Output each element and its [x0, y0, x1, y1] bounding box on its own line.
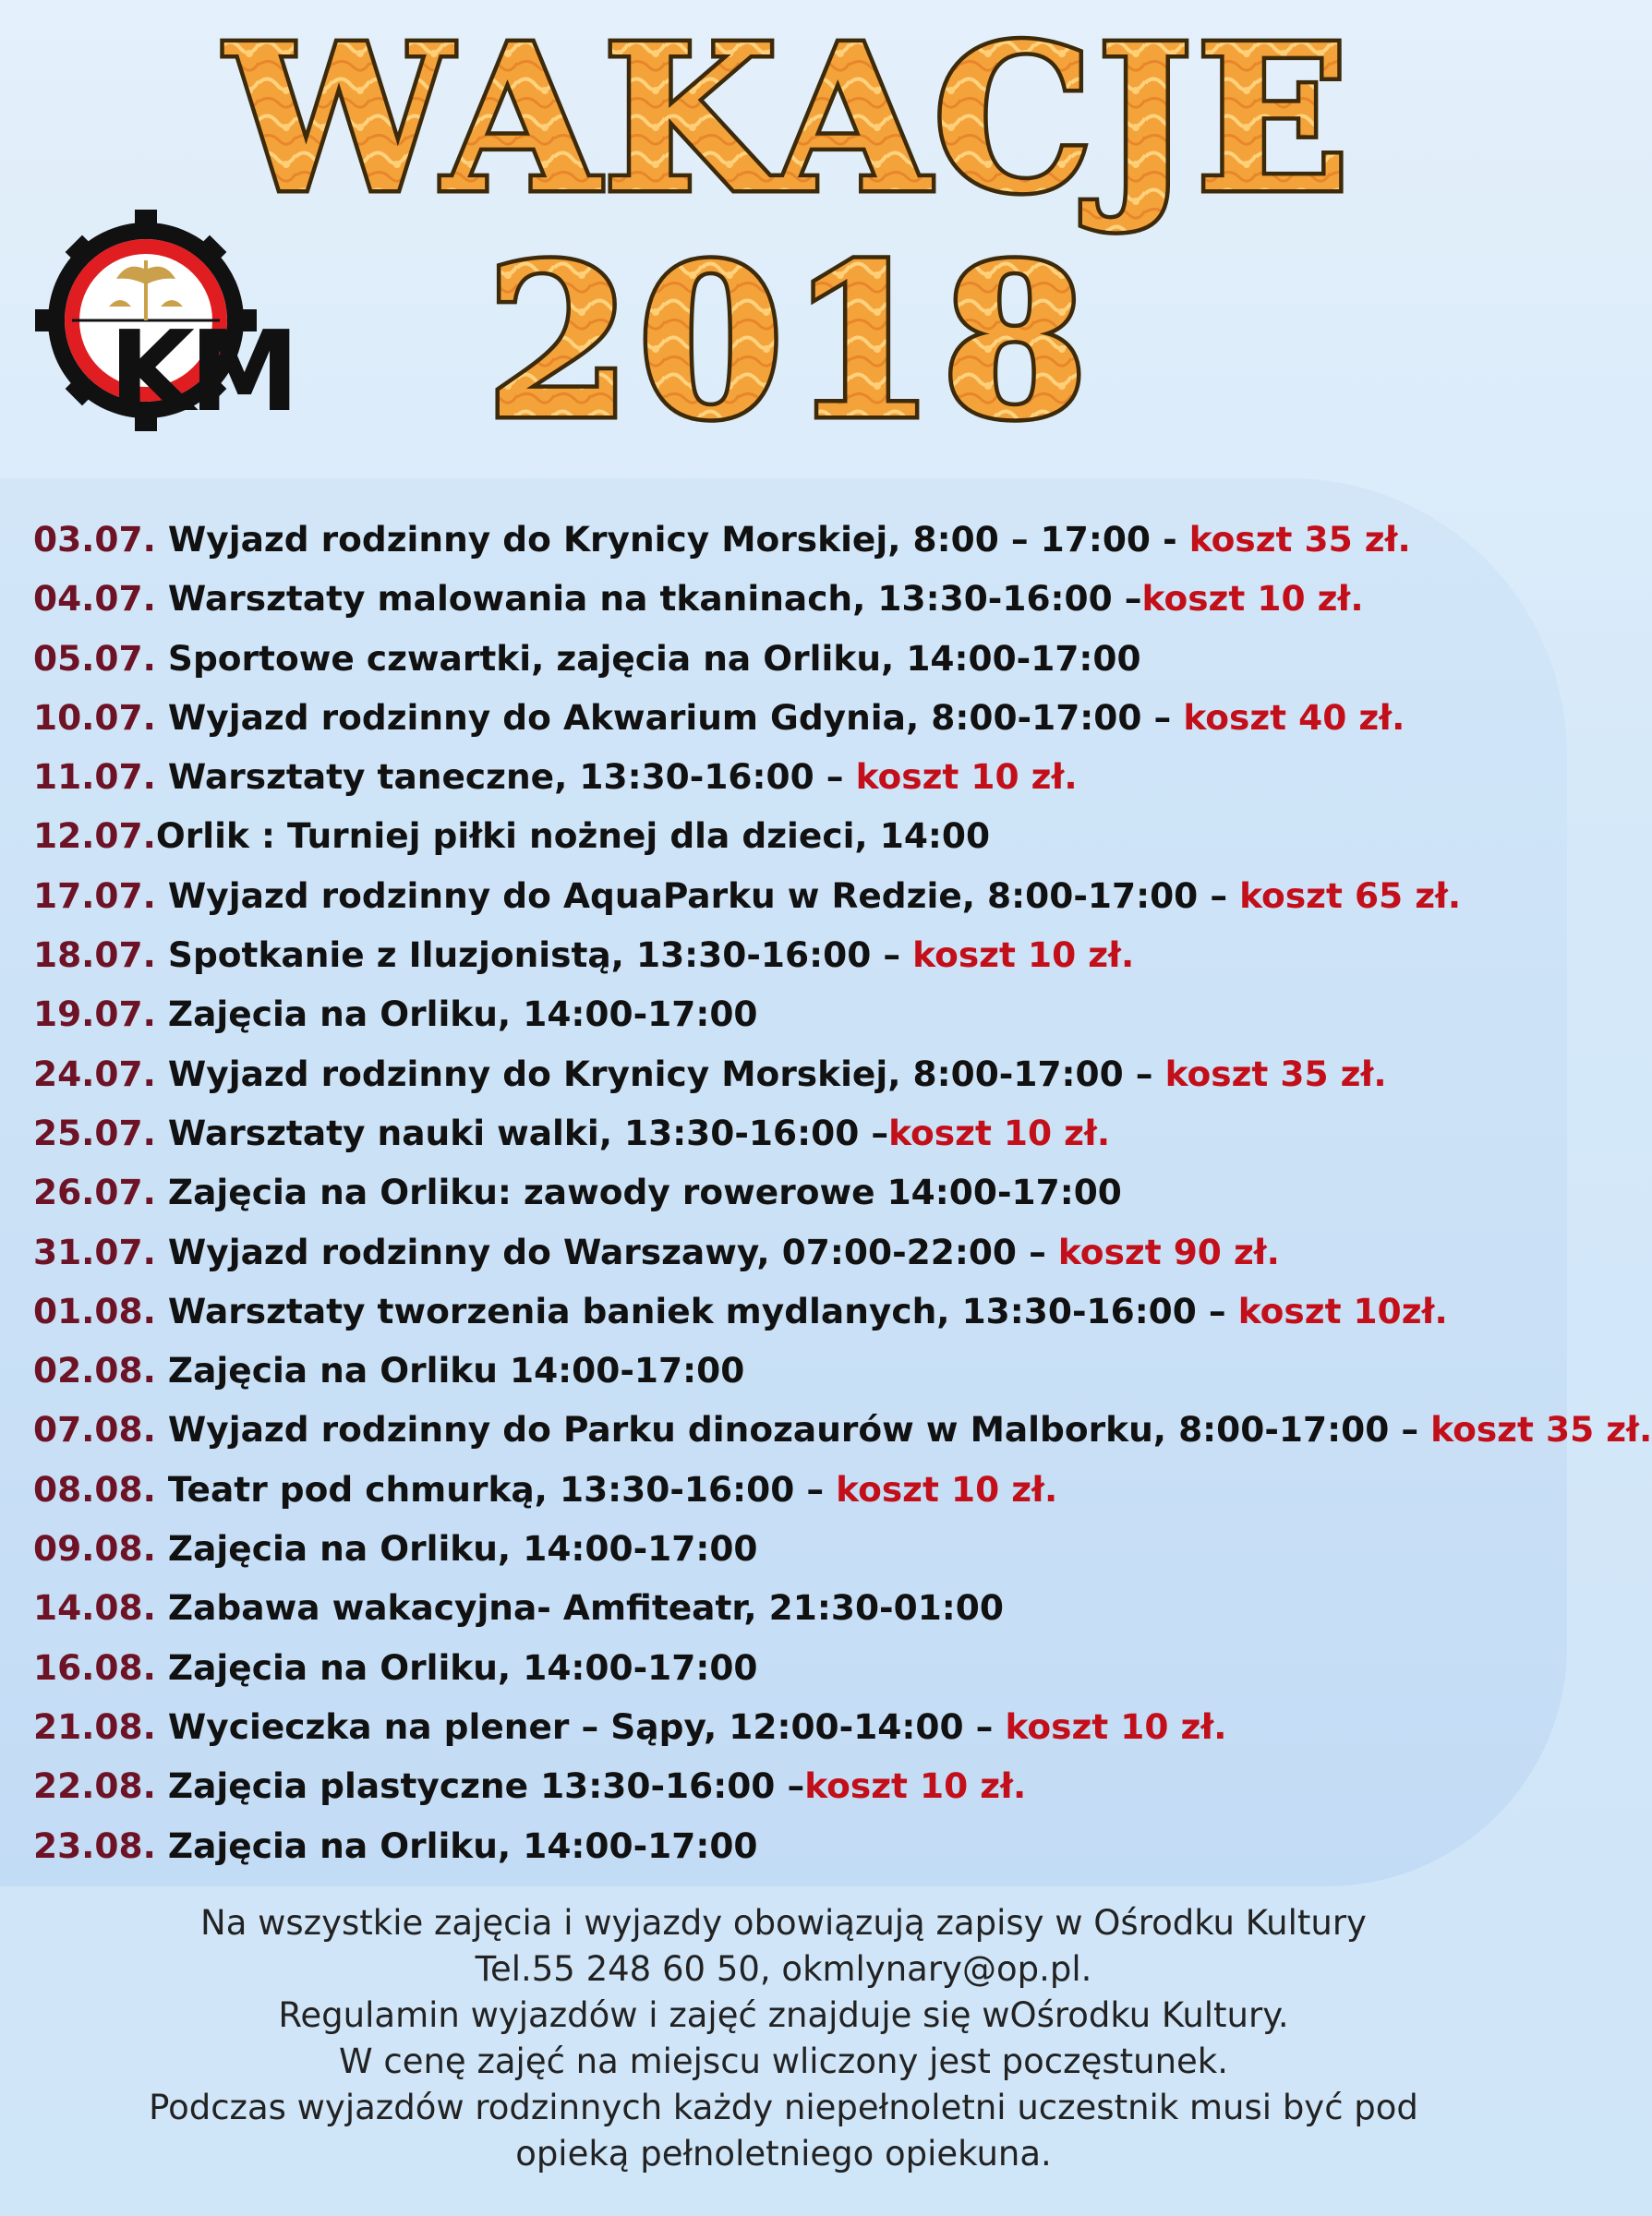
event-date: 25.07. [33, 1112, 156, 1153]
event-date: 22.08. [33, 1765, 156, 1807]
event-row [33, 1282, 1548, 1341]
event-description: Zabawa wakacyjna- Amfiteatr, 21:30-01:00 [155, 1587, 1004, 1629]
event-row [33, 569, 1548, 628]
event-row [33, 510, 1548, 569]
event-date: 11.07. [33, 756, 156, 798]
event-description: Orlik : Turniej piłki nożnej dla dzieci, 14:00 [155, 815, 991, 857]
event-cost: koszt 35 zł. [1430, 1409, 1652, 1451]
event-row [33, 1044, 1548, 1103]
event-row [33, 1638, 1548, 1697]
event-cost: koszt 35 zł. [1188, 519, 1411, 560]
event-description: Warsztaty taneczne, 13:30-16:00 – [155, 756, 856, 798]
event-row [33, 1578, 1548, 1637]
header [0, 0, 1567, 480]
event-description: Zajęcia na Orliku: zawody rowerowe 14:00-17:00 [155, 1172, 1122, 1213]
event-row [33, 1697, 1548, 1756]
event-date: 31.07. [33, 1231, 156, 1272]
event-row [33, 1460, 1548, 1519]
event-row [33, 866, 1548, 925]
event-cost: koszt 10 zł. [1005, 1705, 1227, 1747]
event-cost: koszt 35 zł. [1164, 1053, 1387, 1094]
event-description: Wyjazd rodzinny do Warszawy, 07:00-22:00 – [155, 1231, 1058, 1272]
event-description: Teatr pod chmurką, 13:30-16:00 – [155, 1468, 837, 1510]
event-date: 23.08. [33, 1825, 156, 1866]
event-date: 16.08. [33, 1646, 156, 1688]
title-line1: WAKACJE [225, 1, 1354, 237]
event-cost: koszt 90 zł. [1057, 1231, 1280, 1272]
event-description: Zajęcia na Orliku, 14:00-17:00 [155, 1825, 758, 1866]
footer-line: Podczas wyjazdów rodzinnych każdy niepełnoletni uczestnik musi być pod [149, 2088, 1418, 2127]
event-row [33, 1400, 1652, 1459]
logo [35, 205, 386, 436]
event-date: 02.08. [33, 1350, 156, 1391]
event-description: Warsztaty nauki walki, 13:30-16:00 – [155, 1112, 889, 1153]
events-list [33, 510, 1652, 1875]
event-date: 18.07. [33, 934, 156, 976]
event-description: Wycieczka na plener – Sąpy, 12:00-14:00 – [155, 1705, 1006, 1747]
event-description: Wyjazd rodzinny do AquaParku w Redzie, 8:00-17:00 – [155, 874, 1240, 916]
footer-line: W cenę zajęć na miejscu wliczony jest poczęstunek. [339, 2041, 1228, 2081]
event-description: Zajęcia na Orliku, 14:00-17:00 [155, 994, 758, 1035]
event-cost: koszt 10 zł. [1141, 578, 1364, 620]
event-cost: koszt 10 zł. [836, 1468, 1058, 1510]
event-date: 08.08. [33, 1468, 156, 1510]
event-row [33, 984, 1548, 1043]
event-date: 24.07. [33, 1053, 156, 1094]
event-date: 03.07. [33, 519, 156, 560]
event-description: Warsztaty malowania na tkaninach, 13:30-16:00 – [155, 578, 1142, 620]
event-date: 14.08. [33, 1587, 156, 1629]
event-date: 17.07. [33, 874, 156, 916]
event-row [33, 688, 1548, 747]
event-cost: koszt 65 zł. [1239, 874, 1462, 916]
event-description: Zajęcia na Orliku, 14:00-17:00 [155, 1528, 758, 1570]
event-description: Warsztaty tworzenia baniek mydlanych, 13:30-16:00 – [155, 1290, 1238, 1331]
event-cost: koszt 10 zł. [804, 1765, 1027, 1807]
event-date: 05.07. [33, 637, 156, 679]
event-row [33, 1519, 1548, 1578]
footer-line: opieką pełnoletniego opiekuna. [515, 2134, 1052, 2174]
event-description: Zajęcia na Orliku 14:00-17:00 [155, 1350, 745, 1391]
event-date: 04.07. [33, 578, 156, 620]
event-row [33, 747, 1548, 806]
event-date: 07.08. [33, 1409, 156, 1451]
event-row [33, 806, 1548, 865]
event-date: 19.07. [33, 994, 156, 1035]
footer-line: Regulamin wyjazdów i zajęć znajduje się wOśrodku Kultury. [278, 1995, 1289, 2035]
event-row [33, 629, 1548, 688]
event-date: 12.07. [33, 815, 156, 857]
event-description: Wyjazd rodzinny do Parku dinozaurów w Malborku, 8:00-17:00 – [155, 1409, 1431, 1451]
event-description: Wyjazd rodzinny do Krynicy Morskiej, 8:00-17:00 – [155, 1053, 1165, 1094]
event-description: Spotkanie z Iluzjonistą, 13:30-16:00 – [155, 934, 913, 976]
event-description: Sportowe czwartki, zajęcia na Orliku, 14:00-17:00 [155, 637, 1141, 679]
event-cost: koszt 10 zł. [855, 756, 1078, 798]
event-date: 21.08. [33, 1705, 156, 1747]
event-row [33, 1756, 1548, 1815]
event-row [33, 1162, 1548, 1222]
title-line2: 2018 [485, 218, 1094, 465]
event-row [33, 1103, 1548, 1162]
event-description: Zajęcia plastyczne 13:30-16:00 – [155, 1765, 805, 1807]
event-description: Wyjazd rodzinny do Krynicy Morskiej, 8:00 – 17:00 - [155, 519, 1189, 560]
event-date: 10.07. [33, 696, 156, 738]
footer-info [0, 1900, 1567, 2177]
event-cost: koszt 40 zł. [1183, 696, 1405, 738]
event-date: 09.08. [33, 1528, 156, 1570]
event-cost: koszt 10 zł. [912, 934, 1135, 976]
event-row [33, 925, 1548, 984]
footer-line: Na wszystkie zajęcia i wyjazdy obowiązują zapisy w Ośrodku Kultury [200, 1903, 1367, 1943]
footer-line: Tel.55 248 60 50, okmlynary@op.pl. [475, 1949, 1092, 1989]
event-cost: koszt 10zł. [1237, 1290, 1448, 1331]
event-description: Wyjazd rodzinny do Akwarium Gdynia, 8:00-17:00 – [155, 696, 1184, 738]
event-row [33, 1341, 1548, 1400]
event-description: Zajęcia na Orliku, 14:00-17:00 [155, 1646, 758, 1688]
logo-letters: KM [109, 308, 295, 437]
event-date: 01.08. [33, 1290, 156, 1331]
event-row [33, 1222, 1548, 1282]
event-row [33, 1816, 1548, 1875]
event-date: 26.07. [33, 1172, 156, 1213]
title-graphic [225, 0, 1354, 465]
event-cost: koszt 10 zł. [888, 1112, 1111, 1153]
